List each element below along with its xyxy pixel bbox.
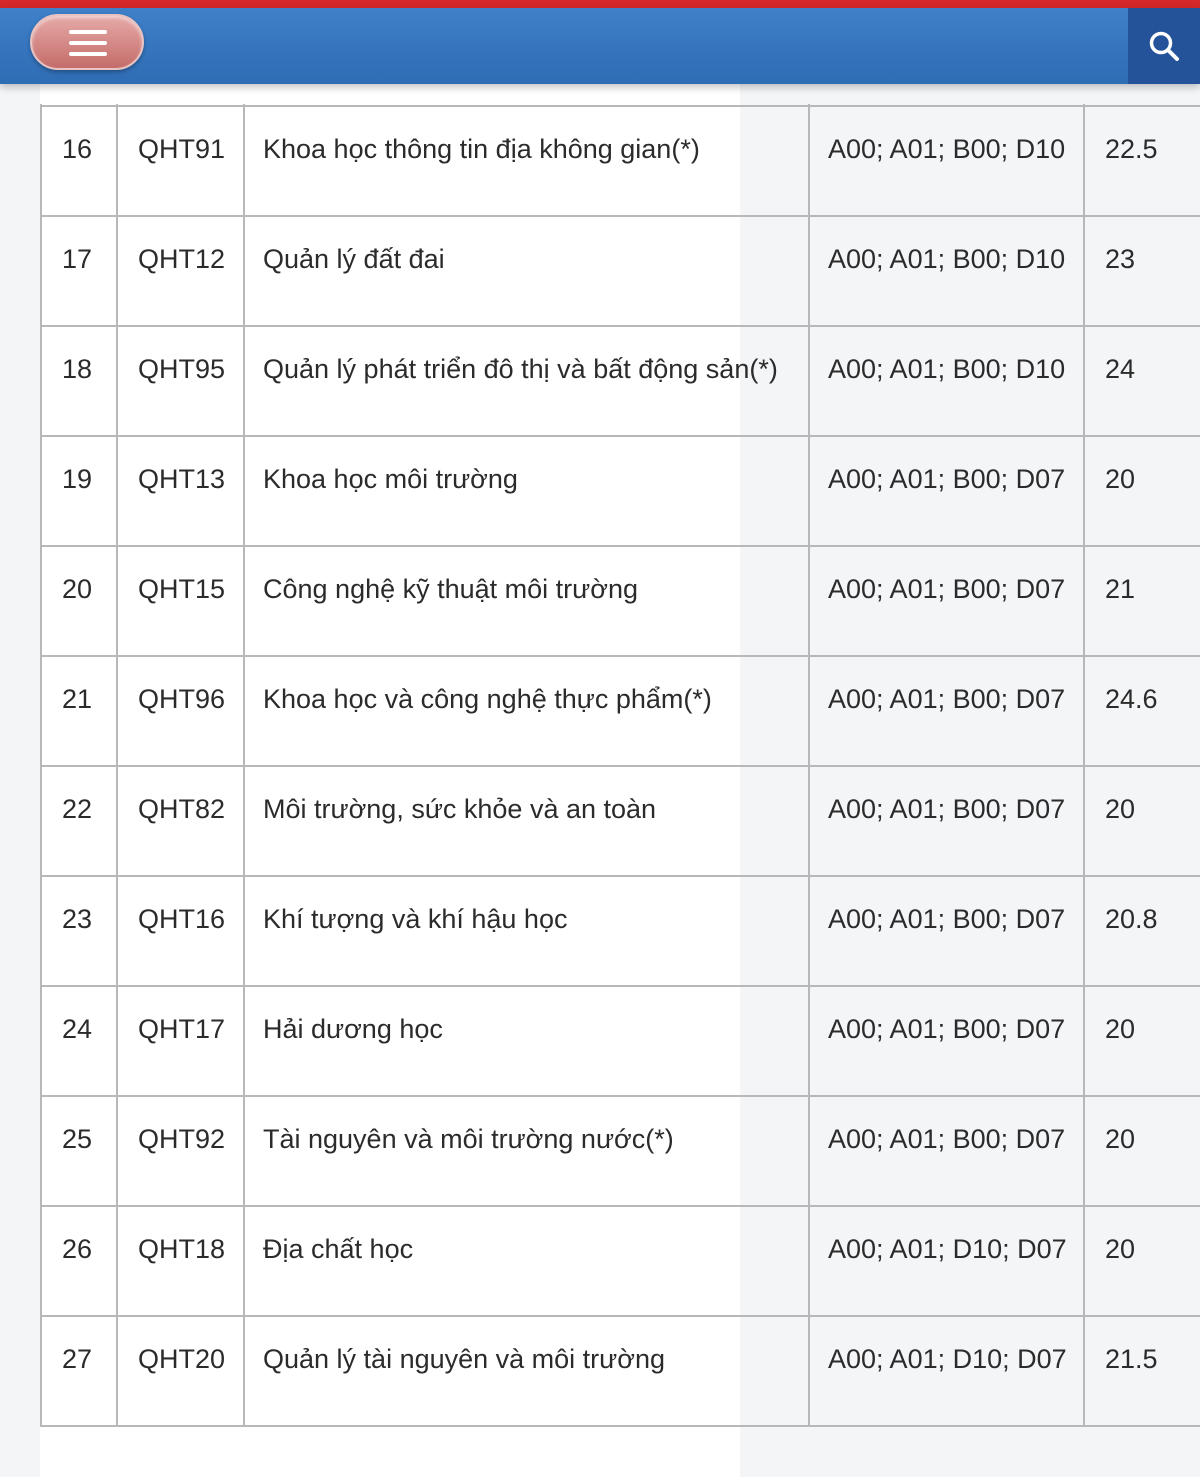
major-name-cell: Khoa học thông tin địa không gian(*)	[244, 106, 809, 216]
row-number-cell: 26	[41, 1206, 117, 1316]
major-code-cell: QHT92	[117, 1096, 244, 1206]
major-code-cell: QHT16	[117, 876, 244, 986]
row-number-cell: 18	[41, 326, 117, 436]
admission-scores-table	[40, 104, 1200, 1427]
major-name-cell: Tài nguyên và môi trường nước(*)	[244, 1096, 809, 1206]
major-name-cell: Khoa học môi trường	[244, 436, 809, 546]
table-row	[41, 436, 1200, 546]
table-row	[41, 876, 1200, 986]
major-code-cell: QHT91	[117, 106, 244, 216]
menu-button[interactable]	[30, 14, 144, 70]
admission-scores-table-container	[40, 84, 1200, 1477]
subject-groups-cell: A00; A01; B00; D07	[809, 656, 1084, 766]
subject-groups-cell: A00; A01; B00; D07	[809, 436, 1084, 546]
row-number-cell: 27	[41, 1316, 117, 1426]
admission-score-cell: 20	[1084, 766, 1200, 876]
major-name-cell: Quản lý phát triển đô thị và bất động sản(*)	[244, 326, 809, 436]
top-accent-line	[0, 0, 1200, 8]
major-name-cell: Quản lý đất đai	[244, 216, 809, 326]
admission-score-cell: 20.8	[1084, 876, 1200, 986]
major-name-cell: Môi trường, sức khỏe và an toàn	[244, 766, 809, 876]
table-row	[41, 1206, 1200, 1316]
major-name-cell: Quản lý tài nguyên và môi trường	[244, 1316, 809, 1426]
major-code-cell: QHT12	[117, 216, 244, 326]
major-name-cell: Địa chất học	[244, 1206, 809, 1316]
admission-score-cell: 20	[1084, 1096, 1200, 1206]
admission-score-cell: 22.5	[1084, 106, 1200, 216]
subject-groups-cell: A00; A01; B00; D07	[809, 876, 1084, 986]
admission-score-cell: 24	[1084, 326, 1200, 436]
major-name-cell: Công nghệ kỹ thuật môi trường	[244, 546, 809, 656]
row-number-cell: 16	[41, 106, 117, 216]
app-header	[0, 8, 1200, 84]
major-code-cell: QHT82	[117, 766, 244, 876]
subject-groups-cell: A00; A01; B00; D10	[809, 106, 1084, 216]
table-row	[41, 1096, 1200, 1206]
table-row	[41, 326, 1200, 436]
table-row	[41, 656, 1200, 766]
subject-groups-cell: A00; A01; B00; D10	[809, 326, 1084, 436]
search-button[interactable]	[1128, 8, 1200, 84]
major-name-cell: Khoa học và công nghệ thực phẩm(*)	[244, 656, 809, 766]
major-code-cell: QHT18	[117, 1206, 244, 1316]
major-code-cell: QHT17	[117, 986, 244, 1096]
subject-groups-cell: A00; A01; B00; D07	[809, 986, 1084, 1096]
major-code-cell: QHT13	[117, 436, 244, 546]
major-name-cell: Khí tượng và khí hậu học	[244, 876, 809, 986]
admission-score-cell: 20	[1084, 1206, 1200, 1316]
admission-score-cell: 20	[1084, 986, 1200, 1096]
subject-groups-cell: A00; A01; B00; D07	[809, 766, 1084, 876]
row-number-cell: 17	[41, 216, 117, 326]
subject-groups-cell: A00; A01; B00; D07	[809, 1096, 1084, 1206]
table-row	[41, 1316, 1200, 1426]
admission-score-cell: 21.5	[1084, 1316, 1200, 1426]
subject-groups-cell: A00; A01; B00; D10	[809, 216, 1084, 326]
table-row	[41, 216, 1200, 326]
row-number-cell: 19	[41, 436, 117, 546]
row-number-cell: 23	[41, 876, 117, 986]
subject-groups-cell: A00; A01; B00; D07	[809, 546, 1084, 656]
major-code-cell: QHT96	[117, 656, 244, 766]
table-row	[41, 986, 1200, 1096]
major-code-cell: QHT20	[117, 1316, 244, 1426]
row-number-cell: 20	[41, 546, 117, 656]
admission-score-cell: 21	[1084, 546, 1200, 656]
major-code-cell: QHT15	[117, 546, 244, 656]
admission-score-cell: 23	[1084, 216, 1200, 326]
row-number-cell: 24	[41, 986, 117, 1096]
table-row	[41, 106, 1200, 216]
row-number-cell: 22	[41, 766, 117, 876]
search-icon	[1148, 30, 1180, 62]
subject-groups-cell: A00; A01; D10; D07	[809, 1206, 1084, 1316]
hamburger-menu-icon	[69, 30, 107, 56]
table-row	[41, 766, 1200, 876]
row-number-cell: 21	[41, 656, 117, 766]
row-number-cell: 25	[41, 1096, 117, 1206]
admission-score-cell: 24.6	[1084, 656, 1200, 766]
major-name-cell: Hải dương học	[244, 986, 809, 1096]
table-row	[41, 546, 1200, 656]
admission-score-cell: 20	[1084, 436, 1200, 546]
major-code-cell: QHT95	[117, 326, 244, 436]
subject-groups-cell: A00; A01; D10; D07	[809, 1316, 1084, 1426]
